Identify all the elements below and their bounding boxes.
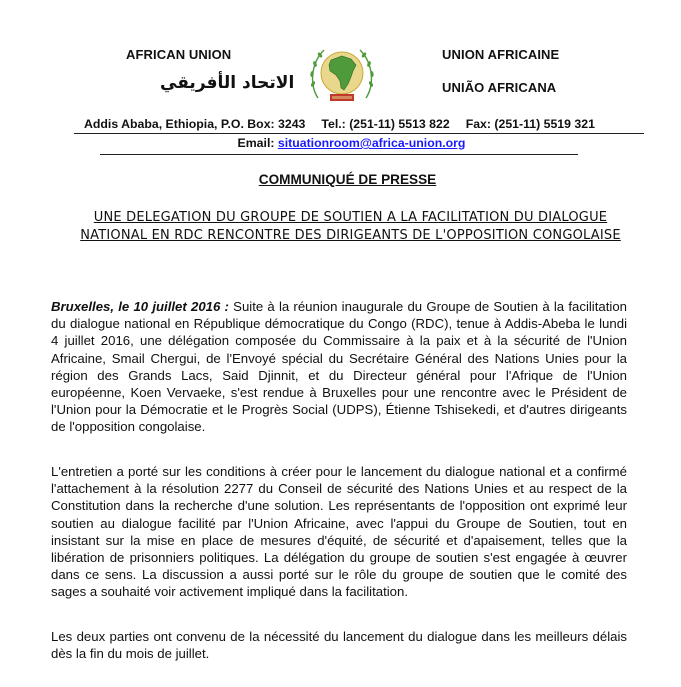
dateline: Bruxelles, le 10 juillet 2016 : (51, 299, 229, 314)
address-text: Addis Ababa, Ethiopia, P.O. Box: 3243 (84, 117, 306, 131)
org-name-arabic: الاتحاد الأفريقي (160, 73, 295, 93)
email-line (0, 136, 681, 150)
email-divider (100, 154, 578, 155)
african-union-emblem-icon (304, 40, 380, 112)
fax-text: Fax: (251-11) 5519 321 (465, 117, 595, 131)
org-name-french: UNION AFRICAINE (442, 47, 560, 62)
paragraph-1 (51, 298, 627, 436)
paragraph-3: Les deux parties ont convenu de la nécessité du lancement du dialogue dans les meilleurs délais dès la fin du mois de juillet. (51, 629, 627, 662)
org-name-english: AFRICAN UNION (126, 47, 232, 62)
email-label: Email: (237, 136, 275, 150)
contact-line (84, 117, 644, 131)
paragraph-1-text: Suite à la réunion inaugurale du Groupe de Soutien à la facilitation du dialogue national en République démocratique du Congo (RDC), tenue à Addis-Abeba le lundi 4 juillet 2016, une délégation composée du Commissaire à la paix et à la sécurité de l'Union Africaine, Smail Chergui, de l'Envoyé spécial du Secrétaire Général des Nations Unies pour la région des Grands Lacs, Said Djinnit, et du Directeur général pour l'Afrique de l'Union européenne, Koen Vervaeke, s'est rendue à Bruxelles pour une rencontre avec le Président de l'Union pour la Démocratie et le Progrès Social (UDPS), Étienne Tshisekedi, et d'autres dirigeants de l'opposition congolaise. (51, 299, 627, 435)
press-release-title: COMMUNIQUÉ DE PRESSE (258, 172, 437, 187)
telephone-text: Tel.: (251-11) 5513 822 (321, 117, 450, 131)
email-link[interactable]: situationroom@africa-union.org (277, 136, 466, 150)
headline: UNE DELEGATION DU GROUPE DE SOUTIEN A LA FACILITATION DU DIALOGUE NATIONAL EN RDC RENCONTRE DES DIRIGEANTS DE L'OPPOSITION CONGOLAISE (80, 210, 621, 243)
paragraph-2: L'entretien a porté sur les conditions à créer pour le lancement du dialogue national et a confirmé l'attachement à la résolution 2277 du Conseil de sécurité des Nations Unies et au respect de la Constitution dans la recherche d'une solution. Les représentants de l'opposition ont exprimé leur soutien au dialogue facilité par l'Union Africaine, avec l'appui du Groupe de Soutien, tout en insistant sur la mise en place de mesures d'équité, de sécurité et d'apaisement, telles que la libération de prisonniers politiques. La délégation du groupe de soutien s'est engagée à œuvrer dans ce sens. La discussion a aussi porté sur le rôle du groupe de soutien que le comité des sages a souhaité voir activement impliqué dans la facilitation. (51, 464, 627, 600)
letterhead-divider (74, 133, 644, 134)
org-name-portuguese: UNIÃO AFRICANA (442, 80, 557, 95)
